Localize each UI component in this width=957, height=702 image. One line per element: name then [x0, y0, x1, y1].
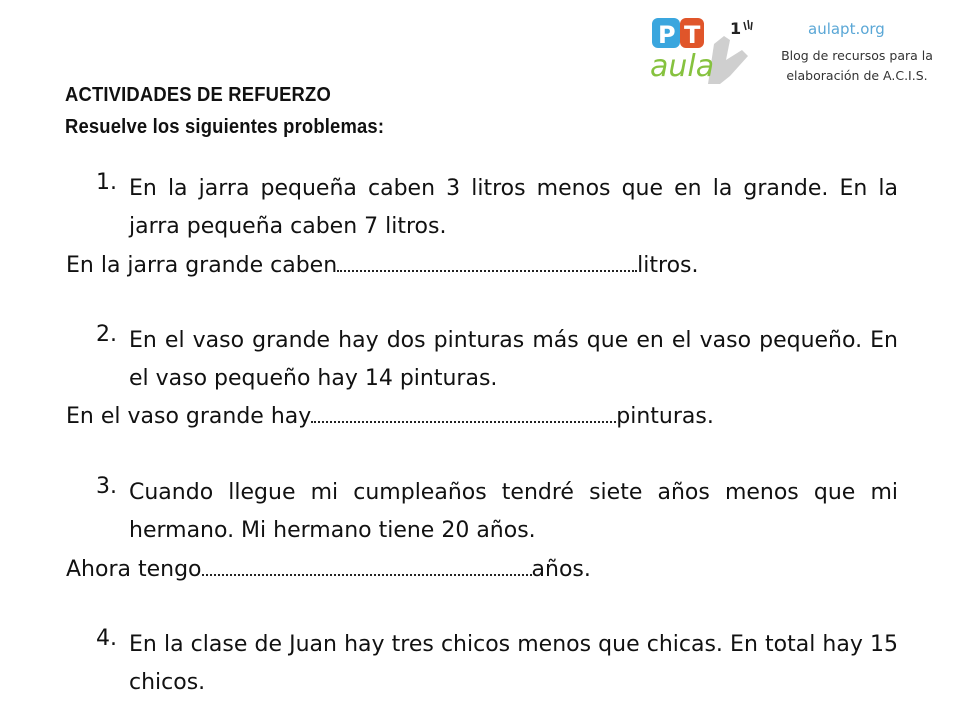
problem-4: [96, 626, 898, 702]
problem-text: En la clase de Juan hay tres chicos menos que chicas. En total hay 15 chicos.: [129, 632, 898, 695]
problem-text: En el vaso grande hay dos pinturas más que en el vaso pequeño. En el vaso pequeño hay 14 pinturas.: [129, 328, 898, 391]
answer-line-2: [66, 401, 714, 429]
problem-2: [96, 322, 898, 398]
problem-number: 1.: [96, 170, 117, 195]
site-url: aulapt.org: [808, 20, 885, 38]
answer-prefix: En la jarra grande caben: [66, 253, 338, 278]
answer-suffix: litros.: [637, 253, 699, 278]
problem-1: [96, 170, 898, 246]
problem-3: [96, 474, 898, 550]
answer-blank[interactable]: [202, 554, 532, 576]
problem-text: Cuando llegue mi cumpleaños tendré siete años menos que mi hermano. Mi hermano tiene 20 años.: [129, 480, 898, 543]
answer-blank[interactable]: [337, 250, 637, 272]
svg-text:1: 1: [730, 19, 742, 38]
problem-number: 2.: [96, 322, 117, 347]
answer-line-1: [66, 250, 698, 278]
answer-suffix: años.: [531, 557, 591, 582]
problem-number: 3.: [96, 474, 117, 499]
blog-description: Blog de recursos para la elaboración de A.C.I.S.: [781, 48, 933, 83]
problem-number: 4.: [96, 626, 117, 651]
answer-prefix: En el vaso grande hay: [66, 404, 312, 429]
answer-suffix: pinturas.: [616, 404, 714, 429]
svg-text:P: P: [658, 21, 676, 49]
page-subtitle: Resuelve los siguientes problemas:: [65, 116, 385, 138]
svg-text:T: T: [684, 21, 701, 49]
answer-blank[interactable]: [311, 401, 616, 423]
answer-line-3: [66, 554, 591, 582]
svg-text:aula: aula: [650, 49, 715, 84]
page-title: ACTIVIDADES DE REFUERZO: [65, 84, 331, 106]
aulapt-logo: [650, 14, 760, 86]
problem-text: En la jarra pequeña caben 3 litros menos que en la grande. En la jarra pequeña caben 7 litros.: [129, 176, 898, 239]
answer-prefix: Ahora tengo: [66, 557, 202, 582]
